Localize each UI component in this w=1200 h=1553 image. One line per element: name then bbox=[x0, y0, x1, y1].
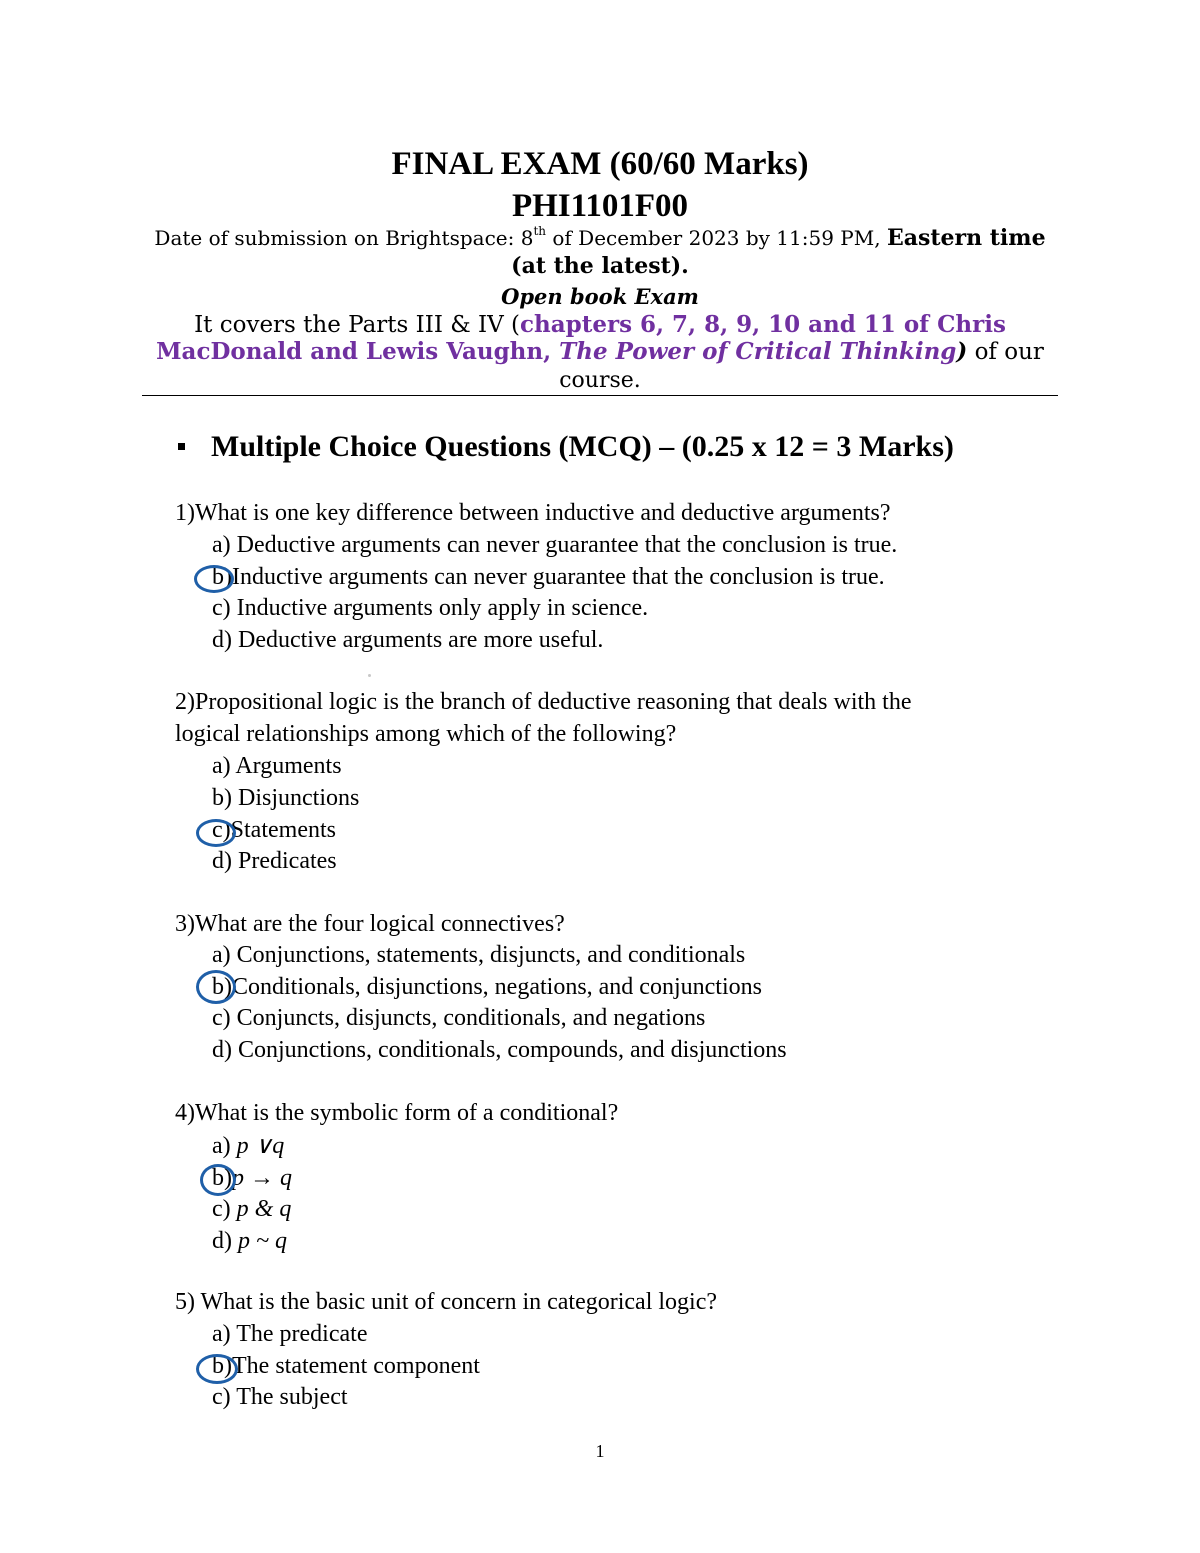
question-3-option-b: b)Conditionals, disjunctions, negations, and conjunctions bbox=[212, 974, 762, 1000]
question-4-option-a: a) p ∨q bbox=[212, 1133, 285, 1159]
question-1-option-d: d) Deductive arguments are more useful. bbox=[212, 627, 604, 653]
question-5-option-b: b)The statement component bbox=[212, 1353, 480, 1379]
question-2-line-2: logical relationships among which of the following? bbox=[175, 721, 677, 747]
stray-dot bbox=[368, 674, 371, 677]
question-3-option-d: d) Conjunctions, conditionals, compounds, and disjunctions bbox=[212, 1037, 787, 1063]
question-1: 1)What is one key difference between inductive and deductive arguments? bbox=[175, 500, 891, 526]
coverage-line-3: course. bbox=[559, 368, 641, 393]
coverage-line-2: MacDonald and Lewis Vaughn, The Power of Critical Thinking) of our bbox=[156, 338, 1044, 365]
submission-date: Date of submission on Brightspace: 8th of December 2023 by 11:59 PM, Eastern time bbox=[154, 224, 1046, 251]
submission-deadline-note: (at the latest). bbox=[511, 253, 689, 279]
question-4-option-c: c) p & q bbox=[212, 1196, 292, 1222]
page-number: 1 bbox=[595, 1441, 605, 1461]
question-1-option-b: b)Inductive arguments can never guarantee that the conclusion is true. bbox=[212, 564, 885, 590]
answer-circle-mark bbox=[196, 1354, 238, 1384]
question-4: 4)What is the symbolic form of a conditional? bbox=[175, 1100, 619, 1126]
question-2-line-1: 2)Propositional logic is the branch of deductive reasoning that deals with the bbox=[175, 689, 912, 715]
question-5: 5) What is the basic unit of concern in categorical logic? bbox=[175, 1289, 718, 1315]
answer-circle-mark bbox=[200, 1164, 236, 1196]
question-2-option-a: a) Arguments bbox=[212, 753, 342, 779]
section-heading: Multiple Choice Questions (MCQ) – (0.25 x 12 = 3 Marks) bbox=[178, 428, 954, 466]
question-4-option-d: d) p ~ q bbox=[212, 1228, 287, 1254]
question-2-option-d: d) Predicates bbox=[212, 848, 337, 874]
question-3-option-a: a) Conjunctions, statements, disjuncts, and conditionals bbox=[212, 942, 746, 968]
question-2-option-b: b) Disjunctions bbox=[212, 785, 360, 811]
question-4-option-b: b)p → q bbox=[212, 1165, 292, 1191]
answer-circle-mark bbox=[196, 970, 236, 1004]
question-1-option-c: c) Inductive arguments only apply in science. bbox=[212, 595, 649, 621]
course-code: PHI1101F00 bbox=[511, 188, 688, 224]
question-3-option-c: c) Conjuncts, disjuncts, conditionals, and negations bbox=[212, 1005, 706, 1031]
question-5-option-c: c) The subject bbox=[212, 1384, 348, 1410]
question-1-option-a: a) Deductive arguments can never guarantee that the conclusion is true. bbox=[212, 532, 898, 558]
question-3: 3)What are the four logical connectives? bbox=[175, 911, 565, 937]
open-book-note: Open book Exam bbox=[501, 284, 699, 309]
answer-circle-mark bbox=[196, 819, 236, 847]
question-5-option-a: a) The predicate bbox=[212, 1321, 368, 1347]
header-divider bbox=[142, 395, 1058, 396]
answer-circle-mark bbox=[194, 565, 234, 593]
exam-title: FINAL EXAM (60/60 Marks) bbox=[391, 146, 809, 182]
question-2-option-c: c)Statements bbox=[212, 817, 336, 843]
square-bullet-icon bbox=[178, 443, 185, 450]
coverage-line-1: It covers the Parts III & IV (chapters 6, 7, 8, 9, 10 and 11 of Chris bbox=[194, 311, 1006, 338]
